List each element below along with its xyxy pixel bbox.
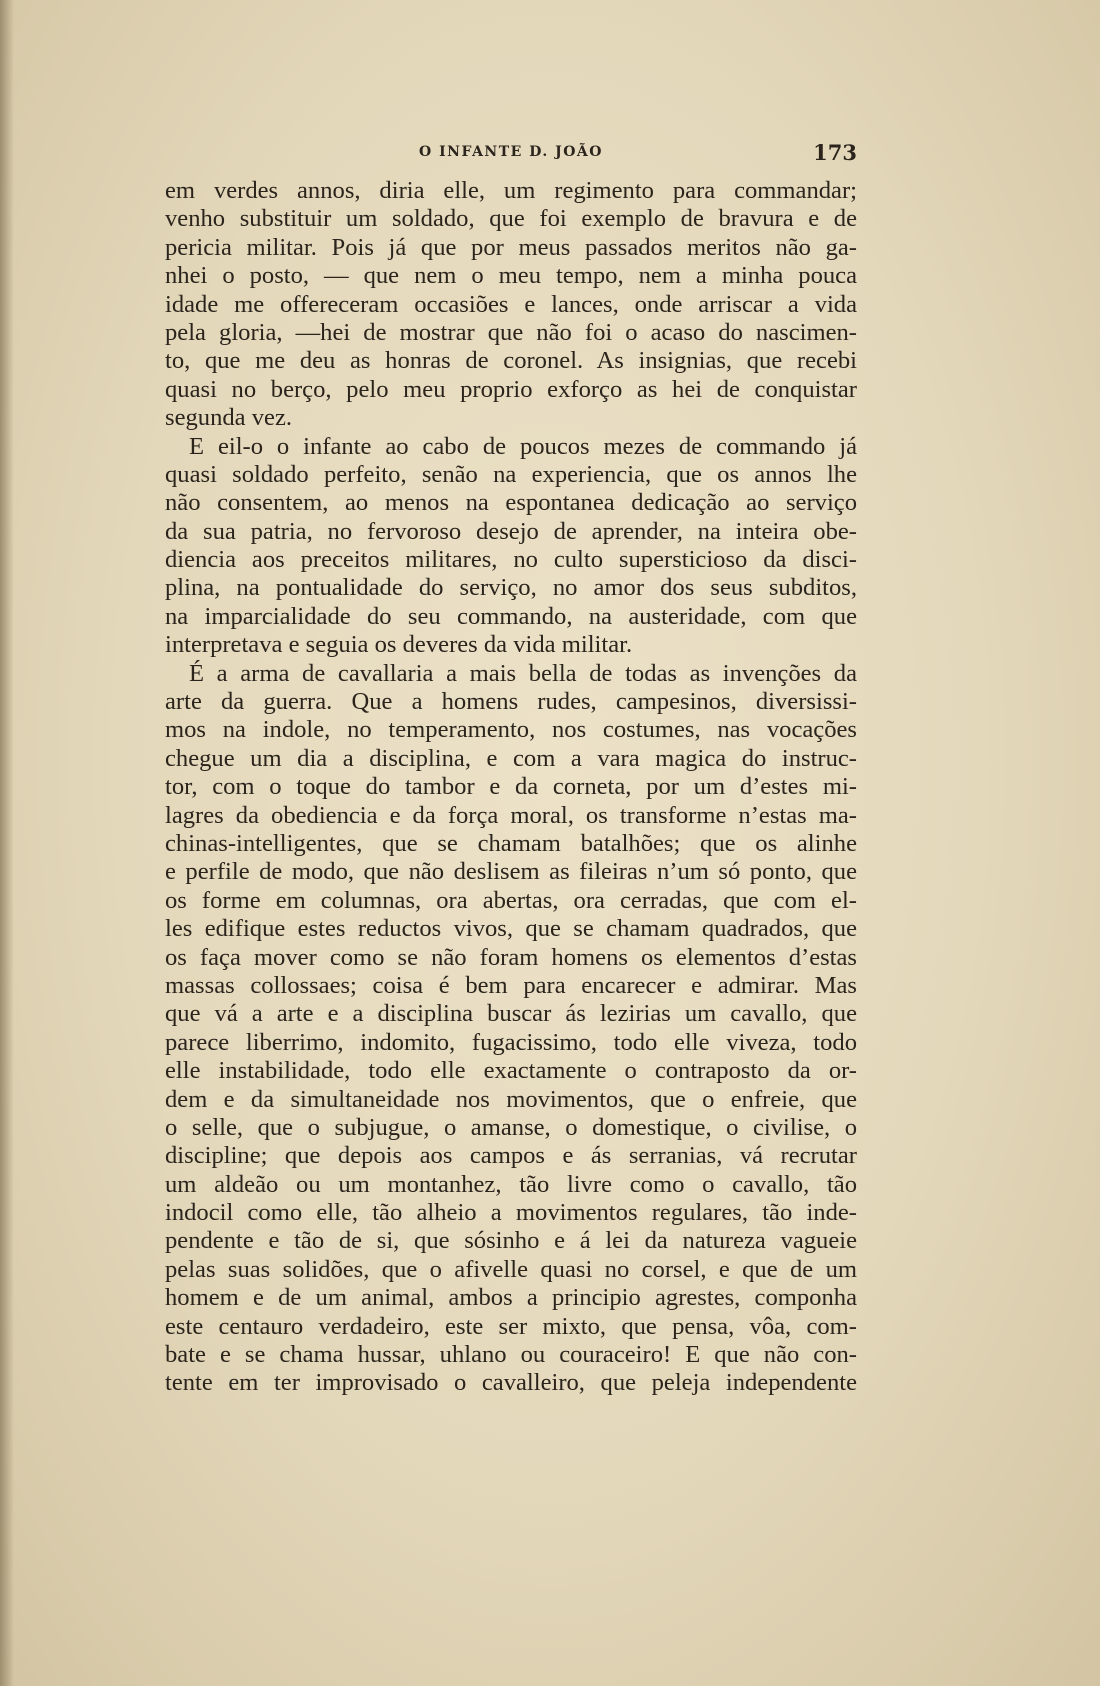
text-line: massas collossaes; coisa é bem para encarecer e admirar. Mas [165,971,857,999]
text-line: e perfile de modo, que não deslisem as fileiras n’um só ponto, que [165,858,857,886]
text-line: lagres da obediencia e da força moral, os transforme n’estas ma- [165,801,857,829]
paragraph-start-line: E eil-o o infante ao cabo de poucos mezes de commando já [189,432,857,460]
text-line: chinas-intelligentes, que se chamam batalhões; que os alinhe [165,829,857,857]
text-line: diencia aos preceitos militares, no culto supersticioso da disci- [165,546,857,574]
page-number: 173 [813,140,857,165]
text-line: pelas suas solidões, que o afivelle quasi no corsel, e que de um [165,1255,857,1283]
paragraph-end-line: interpretava e seguia os deveres da vida militar. [165,631,633,659]
text-line: to, que me deu as honras de coronel. As insignias, que recebi [165,347,857,375]
text-line: os faça mover como se não foram homens os elementos d’estas [165,943,857,971]
text-line: parece liberrimo, indomito, fugacissimo, todo elle viveza, todo [165,1028,857,1056]
text-line: um aldeão ou um montanhez, tão livre como o cavallo, tão [165,1170,857,1198]
text-line: os forme em columnas, ora abertas, ora cerradas, que com el- [165,886,857,914]
paragraph-start-line: É a arma de cavallaria a mais bella de todas as invenções da [189,659,857,687]
text-line: chegue um dia a disciplina, e com a vara magica do instruc- [165,744,857,772]
text-line: tor, com o toque do tambor e da corneta, por um d’estes mi- [165,773,857,801]
text-line: mos na indole, no temperamento, nos costumes, nas vocações [165,716,857,744]
text-line: homem e de um animal, ambos a principio agrestes, componha [165,1284,857,1312]
text-line: pendente e tão de si, que sósinho e á lei da natureza vagueie [165,1227,857,1255]
page-header [165,140,857,168]
text-line: este centauro verdadeiro, este ser mixto, que pensa, vôa, com- [165,1312,857,1340]
body-text [165,177,857,1398]
text-line: pericia militar. Pois já que por meus passados meritos não ga- [165,233,857,261]
text-line: na imparcialidade do seu commando, na austeridade, com que [165,602,857,630]
text-line: idade me offereceram occasiões e lances, onde arriscar a vida [165,290,857,318]
text-line: elle instabilidade, todo elle exactamente o contraposto da or- [165,1057,857,1085]
paragraph-end-line: segunda vez. [165,404,293,432]
text-line: o selle, que o subjugue, o amanse, o domestique, o civilise, o [165,1113,857,1141]
text-line: que vá a arte e a disciplina buscar ás lezirias um cavallo, que [165,1000,857,1028]
text-line: dem e da simultaneidade nos movimentos, que o enfreie, que [165,1085,857,1113]
text-line: indocil como elle, tão alheio a movimentos regulares, tão inde- [165,1199,857,1227]
text-line: arte da guerra. Que a homens rudes, campesinos, diversissi- [165,688,857,716]
running-title: O INFANTE D. JOÃO [419,144,603,160]
text-line: bate e se chama hussar, uhlano ou couraceiro! E que não con- [165,1341,857,1369]
text-line: da sua patria, no fervoroso desejo de aprender, na inteira obe- [165,517,857,545]
page-gutter-shadow [0,0,14,1686]
text-line: venho substituir um soldado, que foi exemplo de bravura e de [165,205,857,233]
text-line: não consentem, ao menos na espontanea dedicação ao serviço [165,489,857,517]
text-line: em verdes annos, diria elle, um regimento para commandar; [165,177,857,204]
text-line: tente em ter improvisado o cavalleiro, que peleja independente [165,1369,857,1397]
text-line: plina, na pontualidade do serviço, no amor dos seus subditos, [165,574,857,602]
text-line: nhei o posto, — que nem o meu tempo, nem a minha pouca [165,262,857,290]
text-line: pela gloria, —hei de mostrar que não foi o acaso do nascimen- [165,318,857,346]
text-line: quasi soldado perfeito, senão na experiencia, que os annos lhe [165,460,857,488]
text-line: les edifique estes reductos vivos, que se chamam quadrados, que [165,915,857,943]
text-line: discipline; que depois aos campos e ás serranias, vá recrutar [165,1142,857,1170]
text-line: quasi no berço, pelo meu proprio exforço as hei de conquistar [165,375,857,403]
